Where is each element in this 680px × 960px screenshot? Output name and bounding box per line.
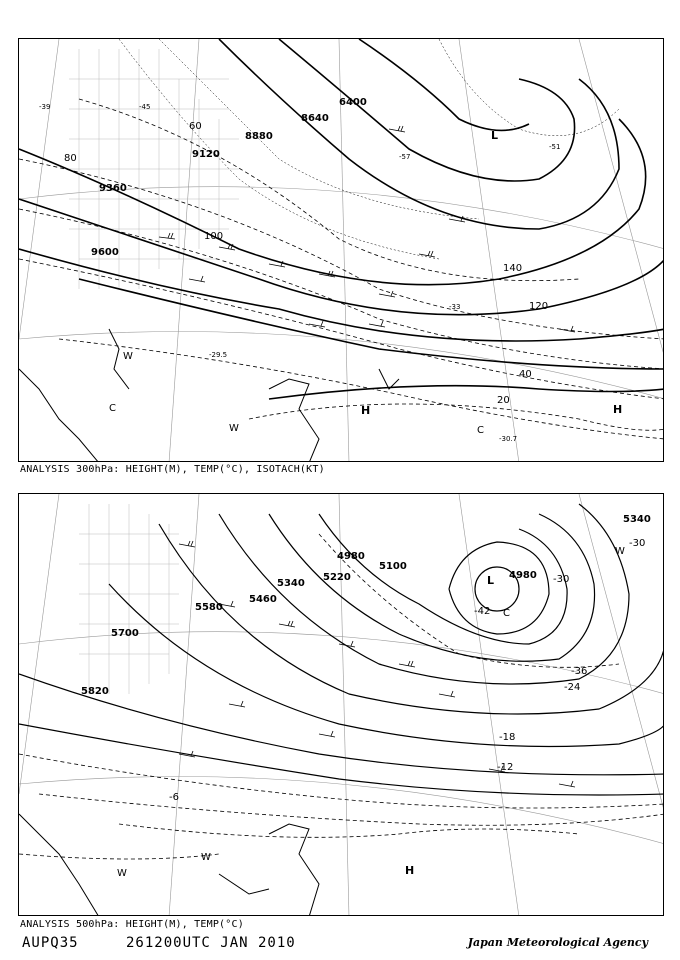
height-label: 5220 bbox=[323, 572, 351, 583]
height-contours-500 bbox=[19, 504, 664, 795]
high-pressure-center: H bbox=[405, 864, 415, 877]
height-contours-300 bbox=[19, 39, 664, 399]
height-label: 8640 bbox=[301, 113, 329, 124]
height-label: 5340 bbox=[277, 578, 305, 589]
coastline-300 bbox=[19, 329, 399, 462]
warm-label: W bbox=[615, 546, 625, 557]
height-label: 9360 bbox=[99, 183, 127, 194]
height-label: 5580 bbox=[195, 602, 223, 613]
cold-label: C bbox=[503, 608, 510, 619]
map-300hpa-svg bbox=[19, 39, 664, 462]
map-500hpa-panel bbox=[18, 493, 664, 916]
cold-label: C bbox=[109, 403, 116, 414]
temp-label: -12 bbox=[497, 762, 514, 773]
warm-label: W bbox=[201, 852, 211, 863]
agency-name: Japan Meteorological Agency bbox=[467, 936, 648, 949]
height-label: 9600 bbox=[91, 247, 119, 258]
high-pressure-center: H bbox=[361, 404, 371, 417]
height-label: 4980 bbox=[337, 551, 365, 562]
height-label: 5100 bbox=[379, 561, 407, 572]
temp-label: -51 bbox=[549, 143, 561, 151]
warm-label: W bbox=[123, 351, 133, 362]
height-label: 5820 bbox=[81, 686, 109, 697]
map-500hpa-svg bbox=[19, 494, 664, 916]
temp-label: -30 bbox=[629, 538, 646, 549]
temp-label: -42 bbox=[474, 606, 491, 617]
warm-label: W bbox=[117, 868, 127, 879]
temp-label: -18 bbox=[499, 732, 516, 743]
temp-label: -33 bbox=[449, 303, 461, 311]
temp-label: -29.5 bbox=[209, 351, 228, 359]
temp-label: -6 bbox=[169, 792, 179, 803]
height-label: 6400 bbox=[339, 97, 367, 108]
isotach-label: 20 bbox=[497, 395, 510, 406]
isotach-label: 140 bbox=[503, 263, 523, 274]
temp-label: -30.7 bbox=[499, 435, 518, 443]
height-label: 5460 bbox=[249, 594, 277, 605]
height-label: 8880 bbox=[245, 131, 273, 142]
cold-label: C bbox=[477, 425, 484, 436]
caption-500hpa: ANALYSIS 500hPa: HEIGHT(M), TEMP(°C) bbox=[20, 919, 244, 930]
height-label: 5340 bbox=[623, 514, 651, 525]
temp-label: -36 bbox=[571, 666, 588, 677]
isotach-label: 80 bbox=[64, 153, 77, 164]
isotach-label: 60 bbox=[189, 121, 202, 132]
height-label: 5700 bbox=[111, 628, 139, 639]
caption-300hpa: ANALYSIS 300hPa: HEIGHT(M), TEMP(°C), ISOTACH(KT) bbox=[20, 464, 325, 475]
temp-label: -30 bbox=[553, 574, 570, 585]
low-pressure-center: L bbox=[491, 129, 499, 142]
temp-label: -39 bbox=[39, 103, 51, 111]
temp-label: -24 bbox=[564, 682, 581, 693]
analysis-time: 261200UTC JAN 2010 bbox=[126, 935, 296, 951]
low-pressure-center: L bbox=[487, 574, 495, 587]
temp-label: -45 bbox=[139, 103, 151, 111]
isotach-label: 100 bbox=[204, 231, 224, 242]
isotach-label: 40 bbox=[519, 369, 532, 380]
height-label: 4980 bbox=[509, 570, 537, 581]
isotach-label: 120 bbox=[529, 301, 549, 312]
height-label: 9120 bbox=[192, 149, 220, 160]
warm-label: W bbox=[229, 423, 239, 434]
bulletin-code: AUPQ35 bbox=[22, 935, 79, 951]
high-pressure-center: H bbox=[613, 403, 623, 416]
temp-label: -57 bbox=[399, 153, 411, 161]
map-300hpa-panel bbox=[18, 38, 664, 462]
